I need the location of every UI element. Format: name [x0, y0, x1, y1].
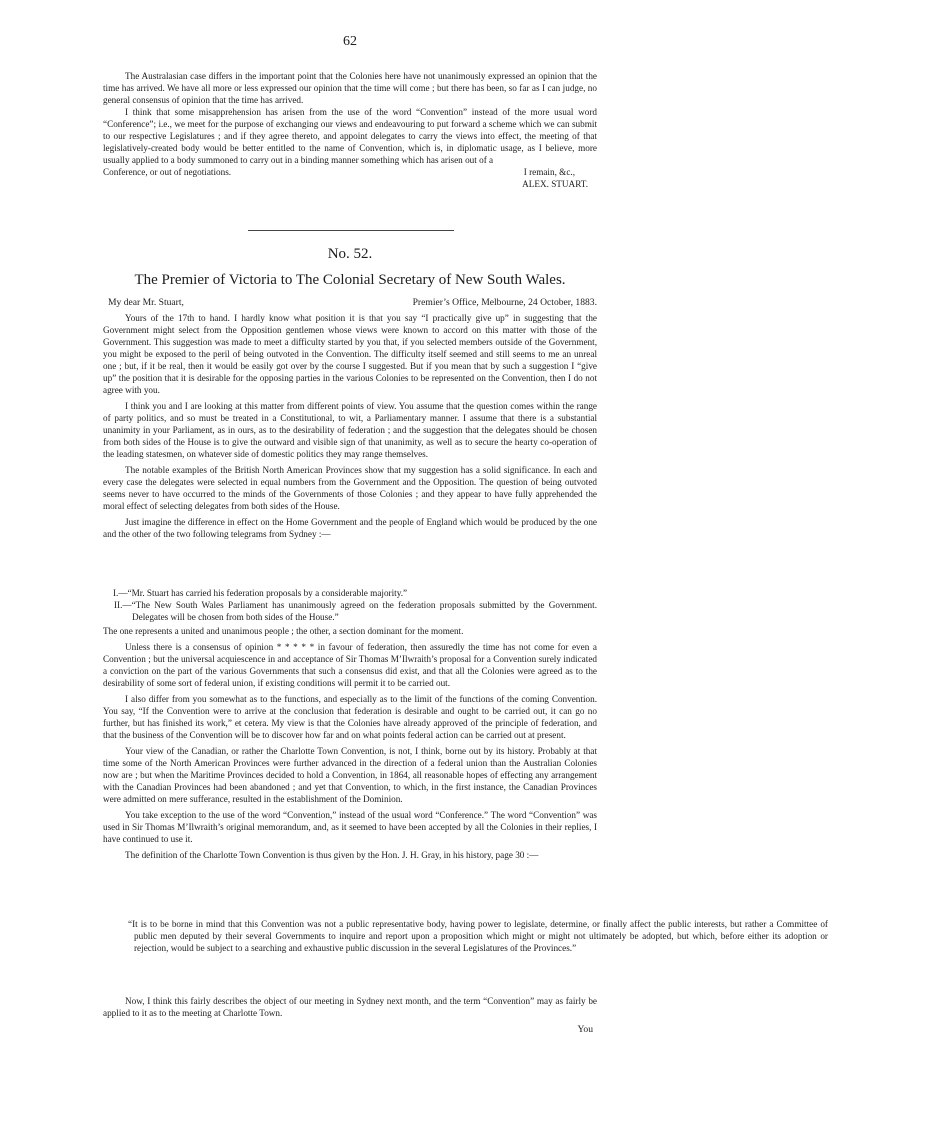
paragraph: Unless there is a consensus of opinion * * * * * in favour of federation, then assuredly the time has not come for even a Convention ; but the universal acquiescence in and acceptance of Sir Thomas M’Ilwraith’s proposal for a Convention surely indicated a conviction on the part of the various Governments that such a consensus did exist, and that all the Colonies were agreed as to the desirability of some sort of federal union, if existing conditions will permit it to be carried out.: [103, 642, 597, 688]
paragraph: Just imagine the difference in effect on the Home Government and the people of England which would be produced by the one and the other of the two following telegrams from Sydney :—: [103, 517, 597, 539]
paragraph: The Australasian case differs in the important point that the Colonies here have not unanimously expressed an opinion that the time has arrived. We have all more or less expressed our opinion that the time will come ; but there has been, so far as I can judge, no general consensus of opinion that the time has arrived.: [103, 71, 597, 105]
paragraph: You take exception to the use of the word “Convention,” instead of the usual word “Conference.” The word “Convention” was used in Sir Thomas M’Ilwraith’s original memorandum, and, as it seemed to have been accepted by all the Colonies in their replies, I have continued to use it.: [103, 810, 597, 844]
document-title: The Premier of Victoria to The Colonial Secretary of New South Wales.: [134, 272, 566, 288]
paragraph: The notable examples of the British North American Provinces show that my suggestion has a solid significance. In each and every case the delegates were selected in equal numbers from the Government and the Opposition. The question of being outvoted seems never to have occurred to the minds of the Governments of those Colonies ; and they appear to have fully apprehended the moral effect of selecting delegates from both sides of the House.: [103, 465, 597, 511]
closing-line-row: [0, 166, 700, 178]
section-divider: [248, 230, 454, 231]
signature: ALEX. STUART.: [522, 179, 588, 189]
catchword: You: [577, 1024, 593, 1035]
paragraph: I think you and I are looking at this matter from different points of view. You assume that the question comes within the range of party politics, and so must be treated in a Constitutional, to wit, a Parliamentary manner. I assume that there is a substantial unanimity in your Parliament, as in ours, as to the desirability of federation ; and the suggestion that the delegates should be chosen from both sides of the House is to give the outward and visible sign of that unanimity, as well as to secure the hearty co-operation of the leading statesmen, on whatever side of domestic politics they may range themselves.: [103, 401, 597, 459]
letter-header: [0, 296, 700, 310]
document-number: No. 52.: [327, 246, 373, 262]
paragraph: The definition of the Charlotte Town Convention is thus given by the Hon. J. H. Gray, in his history, page 30 :—: [125, 850, 539, 860]
valediction: I remain, &c.,: [523, 167, 575, 177]
letter-body-continued: [0, 625, 700, 861]
paragraph: Yours of the 17th to hand. I hardly know what position it is that you say “I practically give up” in suggesting that the Government might select from the Opposition gentlemen whose views were known to accord on this matter with those of the Government. This suggestion was made to meet a difficulty started by you that, if you selected members outside of the Government, you might be exposed to the peril of being outvoted in the Convention. The difficulty itself seemed and still seems to me an unreal one ; but, if it be real, then it would be easily got over by the course I suggested. But if you mean that by such a suggestion I “give up” the position that it is desirable for the opposing parties in the various Colonies to be represented on the Convention, then I do not agree with you.: [103, 313, 597, 395]
closing-line: Conference, or out of negotiations.: [103, 167, 232, 177]
quotation: [0, 918, 931, 954]
telegrams: [0, 587, 700, 623]
page-number: 62: [343, 34, 357, 49]
dateline: Premier’s Office, Melbourne, 24 October, 1883.: [412, 297, 597, 308]
letter-body: [0, 312, 700, 540]
letter-continuation: [0, 70, 700, 190]
paragraph: The one represents a united and unanimous people ; the other, a section dominant for the moment.: [103, 626, 464, 636]
telegram-item: I.—“Mr. Stuart has carried his federation proposals by a considerable majority.”: [113, 588, 408, 598]
quotation-text: “It is to be borne in mind that this Convention was not a public representative body, having power to legislate, determine, or finally affect the public interests, but rather a Committee of public men deputed by their several Governments to inquire and report upon a proposition which might or might not ultimately be adopted, but which, before either its adoption or rejection, would be subject to a searching and exhaustive public discussion in the several Legislatures of the Provinces.”: [128, 919, 828, 953]
paragraph: Now, I think this fairly describes the object of our meeting in Sydney next month, and the term “Convention” may as fairly be applied to it as to the meeting at Charlotte Town.: [103, 996, 597, 1018]
telegram-item: II.—“The New South Wales Parliament has unanimously agreed on the federation proposals submitted by the Government. Delegates will be chosen from both sides of the House.”: [114, 600, 597, 622]
closing-paragraph: [0, 995, 700, 1019]
paragraph: I also differ from you somewhat as to the functions, and especially as to the limit of the functions of the coming Convention. You say, “If the Convention were to arrive at the conclusion that federation is desirable and ought to be carried out, it can go no further, but has finished its work,” et cetera. My view is that the Colonies have already approved of the principle of federation, and that the business of the Convention will be to discover how far and on what points federal action can be carried out at present.: [103, 694, 597, 740]
paragraph: I think that some misapprehension has arisen from the use of the word “Convention” instead of the more usual word “Conference”; i.e., we meet for the purpose of exchanging our views and endeavouring to put forward a scheme which we can submit to our respective Legislatures ; and if they agree thereto, and appoint delegates to carry the views into effect, the meeting of that legislatively-created body would be better entitled to the name of Convention, which is, in diplomatic usage, as I believe, more usually applied to a body summoned to carry out in a binding manner something which has arisen out of a: [103, 107, 597, 165]
paragraph: Your view of the Canadian, or rather the Charlotte Town Convention, is not, I think, borne out by its history. Probably at that time some of the North American Provinces were further advanced in the direction of a federal union than the Australian Colonies now are ; but when the Maritime Provinces decided to hold a Convention, in 1864, all reasonable hopes of effecting any arrangement with the Canadian Provinces had been abandoned ; and yet that Convention, to which, in the first instance, the Canadian Provinces were admitted on mere sufferance, resulted in the establishment of the Dominion.: [103, 746, 597, 804]
salutation: My dear Mr. Stuart,: [108, 297, 184, 308]
